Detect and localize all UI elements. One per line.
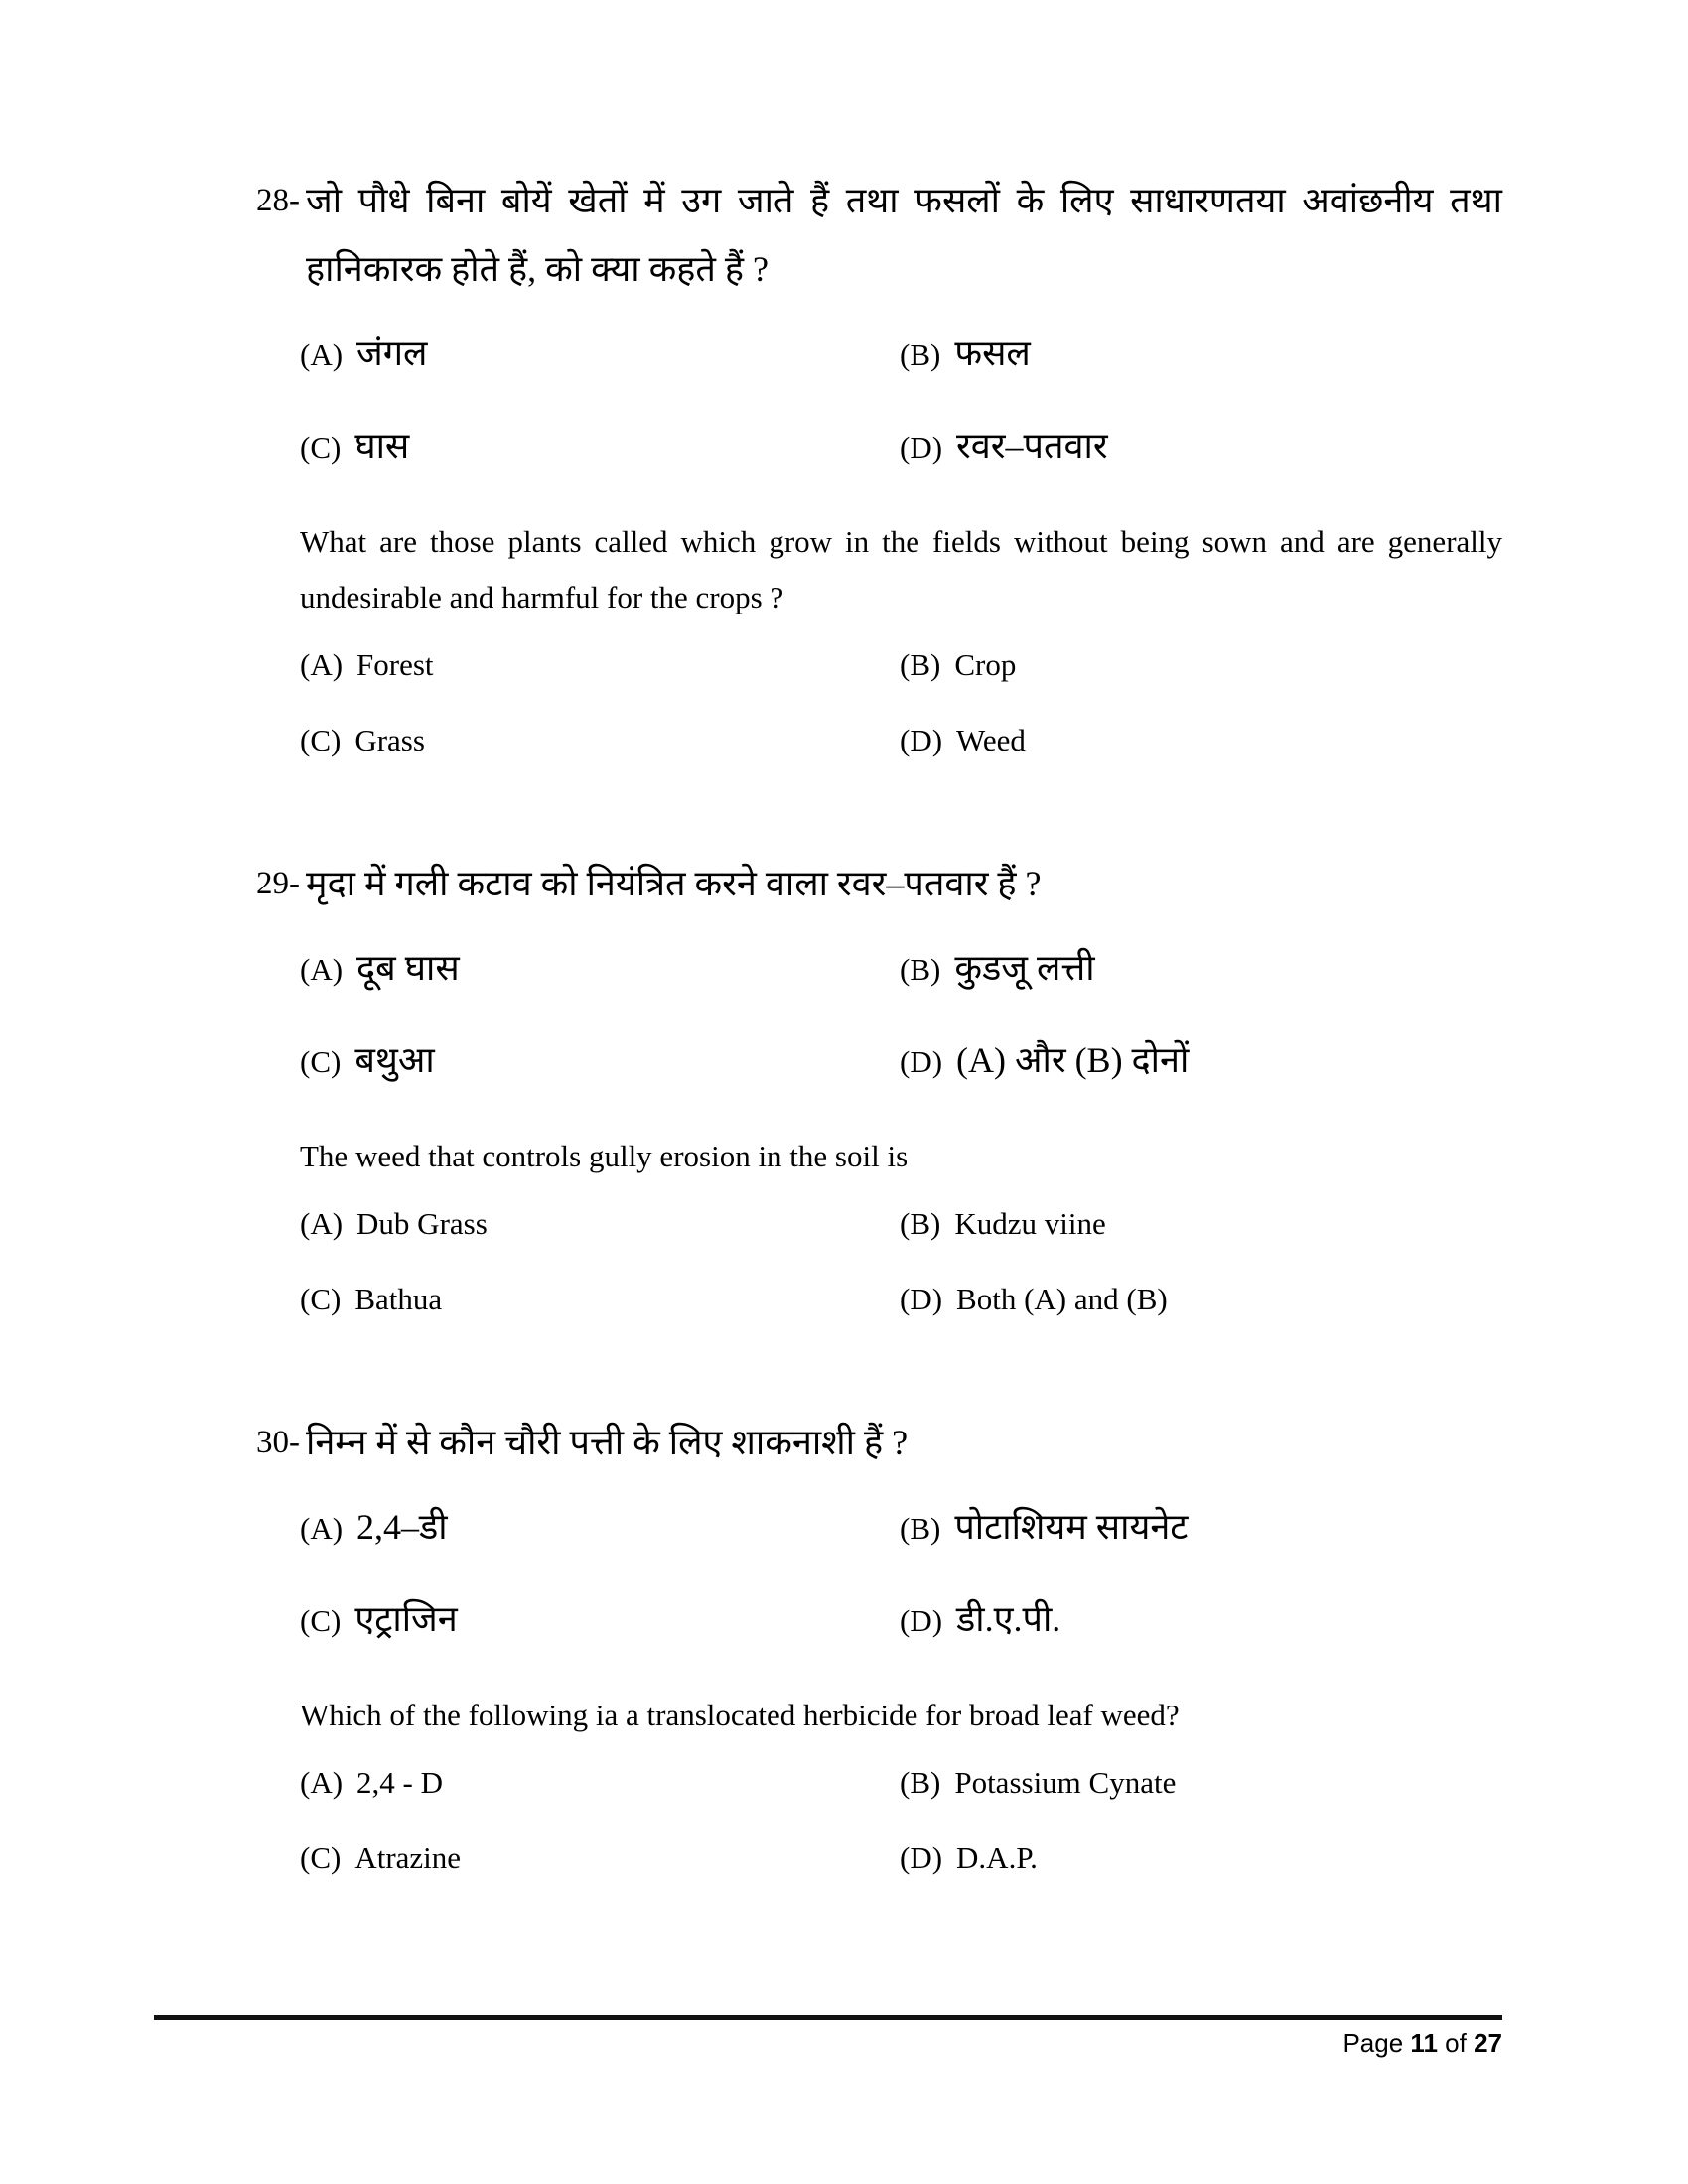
question-28 bbox=[256, 167, 1502, 758]
option-text: Forest bbox=[356, 647, 434, 682]
option-d-hindi bbox=[900, 1034, 1502, 1083]
option-text: Dub Grass bbox=[356, 1206, 488, 1241]
question-30-hindi-options bbox=[300, 1501, 1502, 1642]
option-label: (B) bbox=[900, 952, 941, 987]
footer-page-total: 27 bbox=[1474, 2028, 1502, 2058]
option-text: बथुआ bbox=[354, 1040, 435, 1080]
option-label: (D) bbox=[900, 1044, 943, 1079]
option-d-english bbox=[900, 723, 1502, 758]
option-a-hindi bbox=[300, 942, 900, 991]
question-29-english-options bbox=[300, 1206, 1502, 1317]
option-b-english bbox=[900, 1206, 1502, 1242]
question-30-english-options bbox=[300, 1765, 1502, 1876]
option-a-english bbox=[300, 647, 900, 683]
option-text: 2,4–डी bbox=[356, 1507, 448, 1547]
question-30 bbox=[256, 1409, 1502, 1876]
option-c-hindi bbox=[300, 420, 900, 469]
option-c-hindi bbox=[300, 1034, 900, 1083]
option-text: फसल bbox=[954, 334, 1031, 373]
option-d-hindi bbox=[900, 420, 1502, 469]
option-label: (B) bbox=[900, 1765, 941, 1800]
option-text: Kudzu viine bbox=[954, 1206, 1106, 1241]
option-text: घास bbox=[354, 426, 410, 466]
option-d-english bbox=[900, 1841, 1502, 1876]
option-b-english bbox=[900, 1765, 1502, 1801]
option-text: Bathua bbox=[354, 1282, 443, 1316]
option-label: (B) bbox=[900, 647, 941, 682]
option-text: Atrazine bbox=[354, 1841, 462, 1875]
option-a-hindi bbox=[300, 1501, 900, 1550]
question-29-hindi-options bbox=[300, 942, 1502, 1083]
option-label: (C) bbox=[300, 1044, 342, 1079]
footer-page-current: 11 bbox=[1410, 2028, 1438, 2058]
question-text-english: What are those plants called which grow in the fields without being sown and are generally undesirable and harmful for the crops ? bbox=[300, 524, 1502, 614]
option-a-hindi bbox=[300, 328, 900, 376]
option-text: पोटाशियम सायनेट bbox=[954, 1507, 1189, 1547]
question-text-hindi: निम्न में से कौन चौरी पत्ती के लिए शाकनाशी हैं ? bbox=[306, 1423, 909, 1462]
question-number: 30- bbox=[256, 1425, 300, 1460]
question-text-hindi: मृदा में गली कटाव को नियंत्रित करने वाला रवर–पतवार हैं ? bbox=[306, 864, 1042, 903]
option-a-english bbox=[300, 1765, 900, 1801]
question-text-english: Which of the following ia a translocated herbicide for broad leaf weed? bbox=[300, 1698, 1180, 1732]
option-text: कुडजू लत्ती bbox=[954, 948, 1095, 988]
option-text: Grass bbox=[354, 723, 425, 757]
question-number: 29- bbox=[256, 866, 300, 901]
question-28-hindi bbox=[256, 167, 1502, 304]
question-28-hindi-options bbox=[300, 328, 1502, 469]
option-text: डी.ए.पी. bbox=[956, 1599, 1061, 1639]
page-number-footer bbox=[154, 2028, 1502, 2059]
question-28-english-options bbox=[300, 647, 1502, 758]
option-text: (A) और (B) दोनों bbox=[956, 1040, 1190, 1080]
option-text: Crop bbox=[954, 647, 1017, 682]
option-c-english bbox=[300, 723, 900, 758]
option-b-hindi bbox=[900, 328, 1502, 376]
question-text-hindi: जो पौधे बिना बोयें खेतों में उग जाते हैं तथा फसलों के लिए साधारणतया अवांछनीय तथा हानिकारक होते हैं, को क्या कहते हैं ? bbox=[306, 181, 1502, 289]
option-d-english bbox=[900, 1282, 1502, 1317]
option-label: (C) bbox=[300, 1282, 342, 1316]
option-label: (D) bbox=[900, 1841, 943, 1875]
option-text: Weed bbox=[956, 723, 1026, 757]
option-label: (D) bbox=[900, 1603, 943, 1638]
option-label: (C) bbox=[300, 430, 342, 465]
option-text: दूब घास bbox=[356, 948, 460, 988]
option-label: (A) bbox=[300, 1511, 344, 1546]
option-text: D.A.P. bbox=[956, 1841, 1038, 1875]
option-text: जंगल bbox=[356, 334, 428, 373]
option-label: (A) bbox=[300, 1206, 344, 1241]
option-label: (D) bbox=[900, 430, 943, 465]
option-c-hindi bbox=[300, 1593, 900, 1642]
option-b-hindi bbox=[900, 942, 1502, 991]
option-label: (C) bbox=[300, 1603, 342, 1638]
question-29-hindi bbox=[256, 850, 1502, 918]
option-label: (D) bbox=[900, 1282, 943, 1316]
option-b-english bbox=[900, 647, 1502, 683]
option-c-english bbox=[300, 1841, 900, 1876]
option-label: (A) bbox=[300, 338, 344, 372]
question-29 bbox=[256, 850, 1502, 1317]
option-d-hindi bbox=[900, 1593, 1502, 1642]
option-label: (A) bbox=[300, 647, 344, 682]
footer-of-word: of bbox=[1445, 2028, 1467, 2058]
option-text: 2,4 - D bbox=[356, 1765, 444, 1800]
option-text: Both (A) and (B) bbox=[956, 1282, 1168, 1316]
option-text: एट्राजिन bbox=[354, 1599, 458, 1639]
question-30-hindi bbox=[256, 1409, 1502, 1477]
option-label: (C) bbox=[300, 1841, 342, 1875]
footer-page-word: Page bbox=[1342, 2028, 1404, 2058]
option-label: (A) bbox=[300, 952, 344, 987]
questions-area bbox=[256, 167, 1502, 1968]
option-label: (B) bbox=[900, 338, 941, 372]
option-b-hindi bbox=[900, 1501, 1502, 1550]
option-label: (B) bbox=[900, 1511, 941, 1546]
option-text: रवर–पतवार bbox=[956, 426, 1108, 466]
option-label: (B) bbox=[900, 1206, 941, 1241]
option-label: (D) bbox=[900, 723, 943, 757]
option-a-english bbox=[300, 1206, 900, 1242]
question-number: 28- bbox=[256, 183, 300, 218]
option-label: (C) bbox=[300, 723, 342, 757]
option-label: (A) bbox=[300, 1765, 344, 1800]
question-text-english: The weed that controls gully erosion in the soil is bbox=[300, 1139, 909, 1173]
footer-divider bbox=[154, 2015, 1502, 2020]
option-c-english bbox=[300, 1282, 900, 1317]
option-text: Potassium Cynate bbox=[954, 1765, 1177, 1800]
